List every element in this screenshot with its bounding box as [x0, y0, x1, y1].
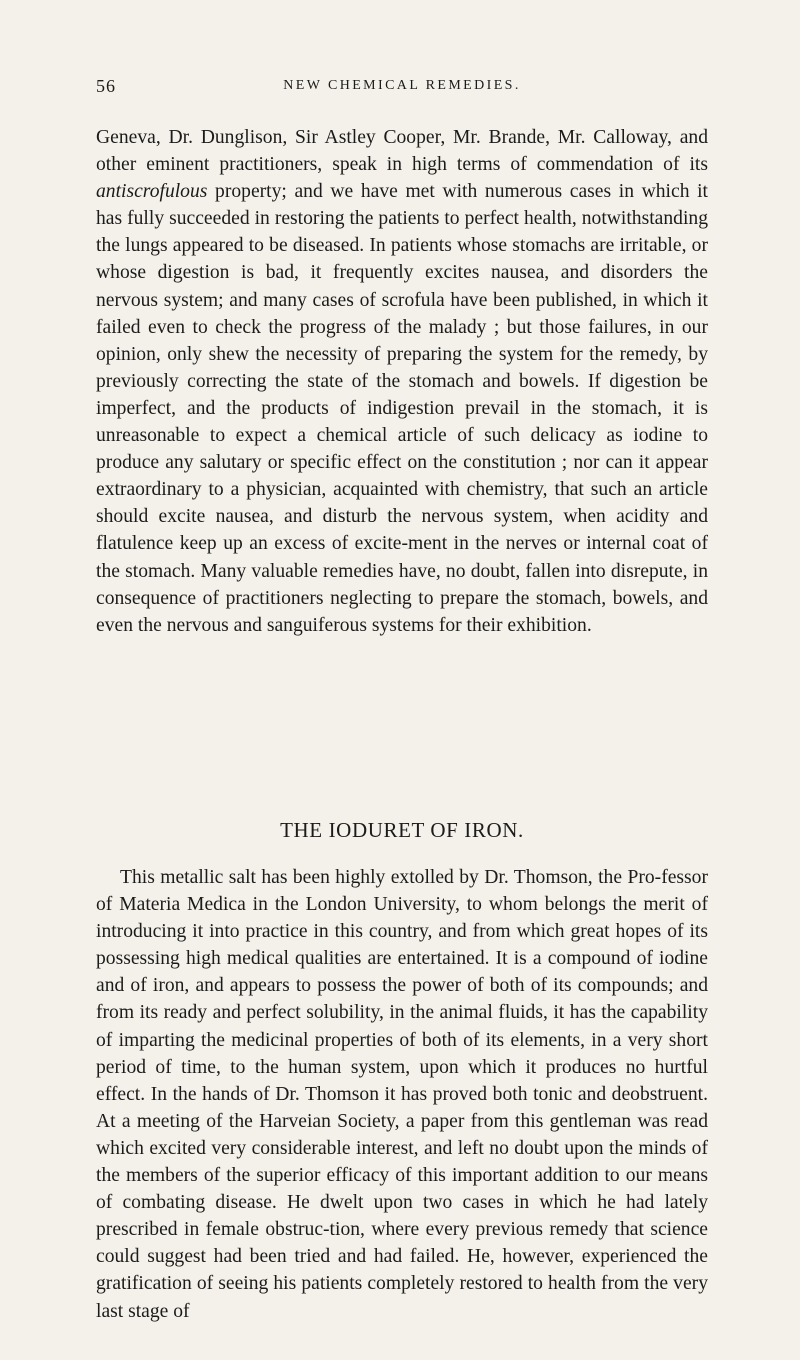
- paragraph-text-start: Geneva, Dr. Dunglison, Sir Astley Cooper, Mr. Brande, Mr. Calloway, and other eminent practitioners, speak in high terms of commendation of its: [96, 127, 708, 176]
- running-header: [96, 76, 708, 102]
- page-number: 56: [96, 76, 116, 96]
- section-heading: THE IODURET OF IRON.: [280, 818, 524, 842]
- running-title: NEW CHEMICAL REMEDIES.: [283, 78, 521, 93]
- italic-term: antiscrofulous: [96, 181, 208, 203]
- section-paragraph-text: This metallic salt has been highly extolled by Dr. Thomson, the Pro-fessor of Materia Medica in the London University, to whom belongs the merit of introducing it into practice in this country, and from which great hopes of its possessing high medical qualities are entertained. It is a compound of iodine and of iron, and appears to possess the power of both of its compounds; and from its ready and perfect solubility, in the animal fluids, it has the capability of imparting the medicinal properties of both of its elements, in a very short period of time, to the human system, upon which it produces no hurtful effect. In the hands of Dr. Thomson it has proved both tonic and deobstruent. At a meeting of the Harveian Society, a paper from this gentleman was read which excited very considerable interest, and left no doubt upon the minds of the members of the superior efficacy of this important addition to our means of combating disease. He dwelt upon two cases in which he had lately prescribed in female obstruc-tion, where every previous remedy that science could suggest had been tried and had failed. He, however, experienced the gratification of seeing his patients completely restored to health from the very last stage of: [96, 867, 708, 1322]
- paragraph-text-end: property; and we have met with numerous cases in which it has fully succeeded in restoring the patients to perfect health, notwithstanding the lungs appeared to be diseased. In patients whose stomachs are irritable, or whose digestion is bad, it frequently excites nausea, and disorders the nervous system; and many cases of scrofula have been published, in which it failed even to check the progress of the malady ; but those failures, in our opinion, only shew the necessity of preparing the system for the remedy, by previously correcting the state of the stomach and bowels. If digestion be imperfect, and the products of indigestion prevail in the stomach, it is unreasonable to expect a chemical article of such delicacy as iodine to produce any salutary or specific effect on the constitution ; nor can it appear extraordinary to a physician, acquainted with chemistry, that such an article should excite nausea, and disturb the nervous system, when acidity and flatulence keep up an excess of excite-ment in the nerves or internal coat of the stomach. Many valuable remedies have, no doubt, fallen into disrepute, in consequence of practitioners neglecting to prepare the stomach, bowels, and even the nervous and sanguiferous systems for their exhibition.: [96, 181, 708, 636]
- paragraph-text: [96, 124, 708, 639]
- section-paragraph: [96, 864, 708, 1325]
- continued-paragraph: [96, 124, 708, 639]
